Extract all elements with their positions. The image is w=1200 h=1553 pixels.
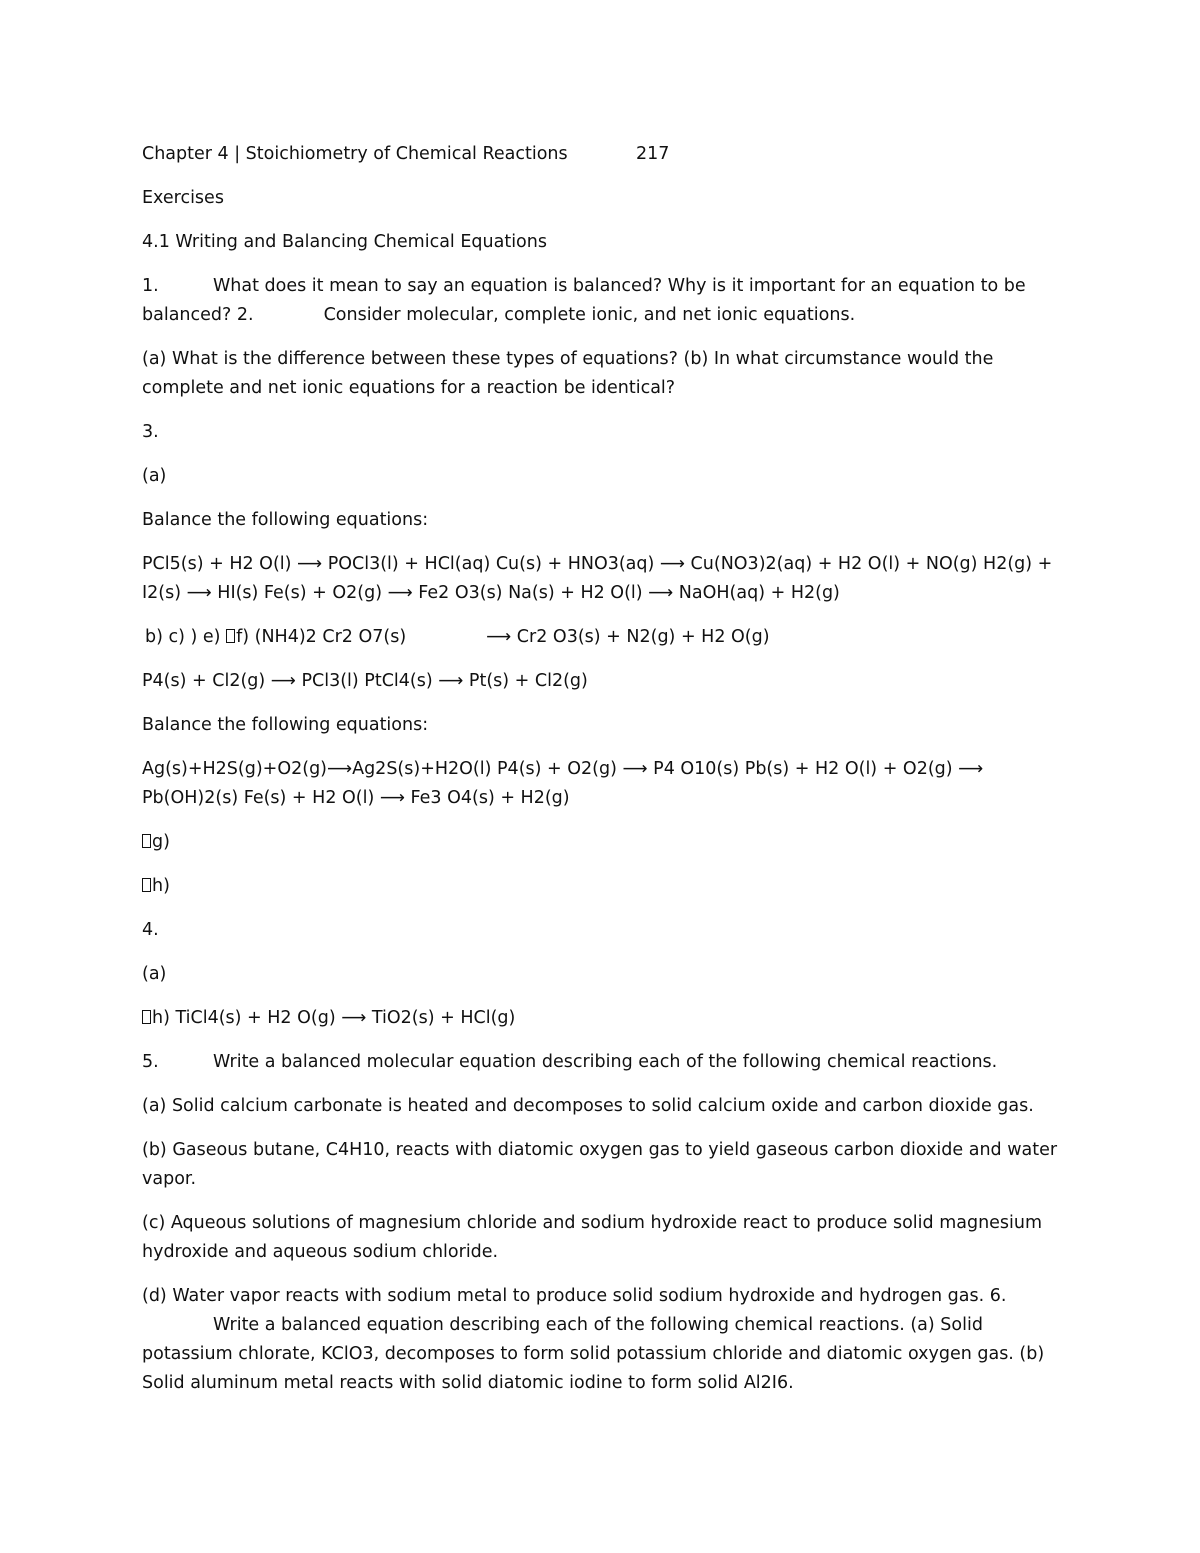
question-3-number: 3.: [142, 422, 159, 442]
part-g-label: g): [152, 832, 170, 852]
question-6: [142, 1311, 1072, 1398]
part-f-equation: f) (NH4)2 Cr2 O7(s): [236, 627, 407, 647]
question-3-instruction-2: Balance the following equations:: [142, 715, 429, 735]
question-5-number: 5.: [142, 1052, 159, 1072]
question-3-equations-2: Ag(s)+H2S(g)+O2(g)⟶Ag2S(s)+H2O(l) P4(s) + O2(g) ⟶ P4 O10(s) Pb(s) + H2 O(l) + O2(g) ⟶ Pb(OH)2(s) Fe(s) + H2 O(l) ⟶ Fe3 O4(s) + H2(g): [142, 759, 984, 808]
missing-glyph-icon: [142, 1010, 151, 1024]
parts-prefix: b) c) ) e): [145, 627, 221, 647]
question-1-number: 1.: [142, 276, 159, 296]
question-3-equation-p4: P4(s) + Cl2(g) ⟶ PCl3(l) PtCl4(s) ⟶ Pt(s) + Cl2(g): [142, 671, 588, 691]
question-5-part-c: (c) Aqueous solutions of magnesium chloride and sodium hydroxide react to produce solid magnesium hydroxide and aqueous sodium chloride.: [142, 1213, 1043, 1262]
section-label: Exercises: [142, 188, 224, 208]
question-5: [142, 1048, 1072, 1077]
question-6-text: Write a balanced equation describing each of the following chemical reactions. (a) Solid potassium chlorate, KClO3, decomposes to form solid potassium chloride and diatomic oxygen gas. (b) Solid aluminum metal reacts with solid diatomic iodine to form solid Al2I6.: [142, 1315, 1045, 1393]
document-page: [142, 140, 1072, 1413]
question-5-part-a: (a) Solid calcium carbonate is heated and decomposes to solid calcium oxide and carbon dioxide gas.: [142, 1096, 1034, 1116]
question-5-text: Write a balanced molecular equation describing each of the following chemical reactions.: [213, 1052, 998, 1072]
chapter-title: Chapter 4 | Stoichiometry of Chemical Reactions: [142, 144, 568, 164]
missing-glyph-icon: [226, 629, 235, 643]
question-3-part-g: [142, 828, 1072, 857]
page-header: [142, 140, 1072, 169]
question-4-part-a: (a): [142, 964, 167, 984]
page-number: 217: [636, 144, 670, 164]
question-3-equations-1: PCl5(s) + H2 O(l) ⟶ POCl3(l) + HCl(aq) Cu(s) + HNO3(aq) ⟶ Cu(NO3)2(aq) + H2 O(l) + NO(g) H2(g) + I2(s) ⟶ HI(s) Fe(s) + O2(g) ⟶ Fe2 O3(s) Na(s) + H2 O(l) ⟶ NaOH(aq) + H2(g): [142, 554, 1053, 603]
missing-glyph-icon: [142, 834, 151, 848]
missing-glyph-icon: [142, 878, 151, 892]
question-3-parts-line: [142, 623, 1072, 652]
part-f-products: ⟶ Cr2 O3(s) + N2(g) + H2 O(g): [486, 627, 770, 647]
question-5-part-b: (b) Gaseous butane, C4H10, reacts with diatomic oxygen gas to yield gaseous carbon dioxide and water vapor.: [142, 1140, 1058, 1189]
question-2-text: Consider molecular, complete ionic, and net ionic equations.: [323, 305, 856, 325]
question-3-part-h: [142, 872, 1072, 901]
question-4-part-h: [142, 1004, 1072, 1033]
question-5-part-d: (d) Water vapor reacts with sodium metal to produce solid sodium hydroxide and hydrogen gas. 6.: [142, 1286, 1007, 1306]
part-h-equation: h) TiCl4(s) + H2 O(g) ⟶ TiO2(s) + HCl(g): [152, 1008, 516, 1028]
question-1: [142, 272, 1072, 330]
question-3-instruction-1: Balance the following equations:: [142, 510, 429, 530]
question-4-number: 4.: [142, 920, 159, 940]
question-2-body: (a) What is the difference between these types of equations? (b) In what circumstance would the complete and net ionic equations for a reaction be identical?: [142, 349, 994, 398]
question-1-text: What does it mean to say an equation is balanced? Why is it important for an equation to be balanced? 2.: [142, 276, 1026, 325]
subsection-heading: 4.1 Writing and Balancing Chemical Equations: [142, 232, 547, 252]
question-3-part-a: (a): [142, 466, 167, 486]
part-h-label: h): [152, 876, 170, 896]
